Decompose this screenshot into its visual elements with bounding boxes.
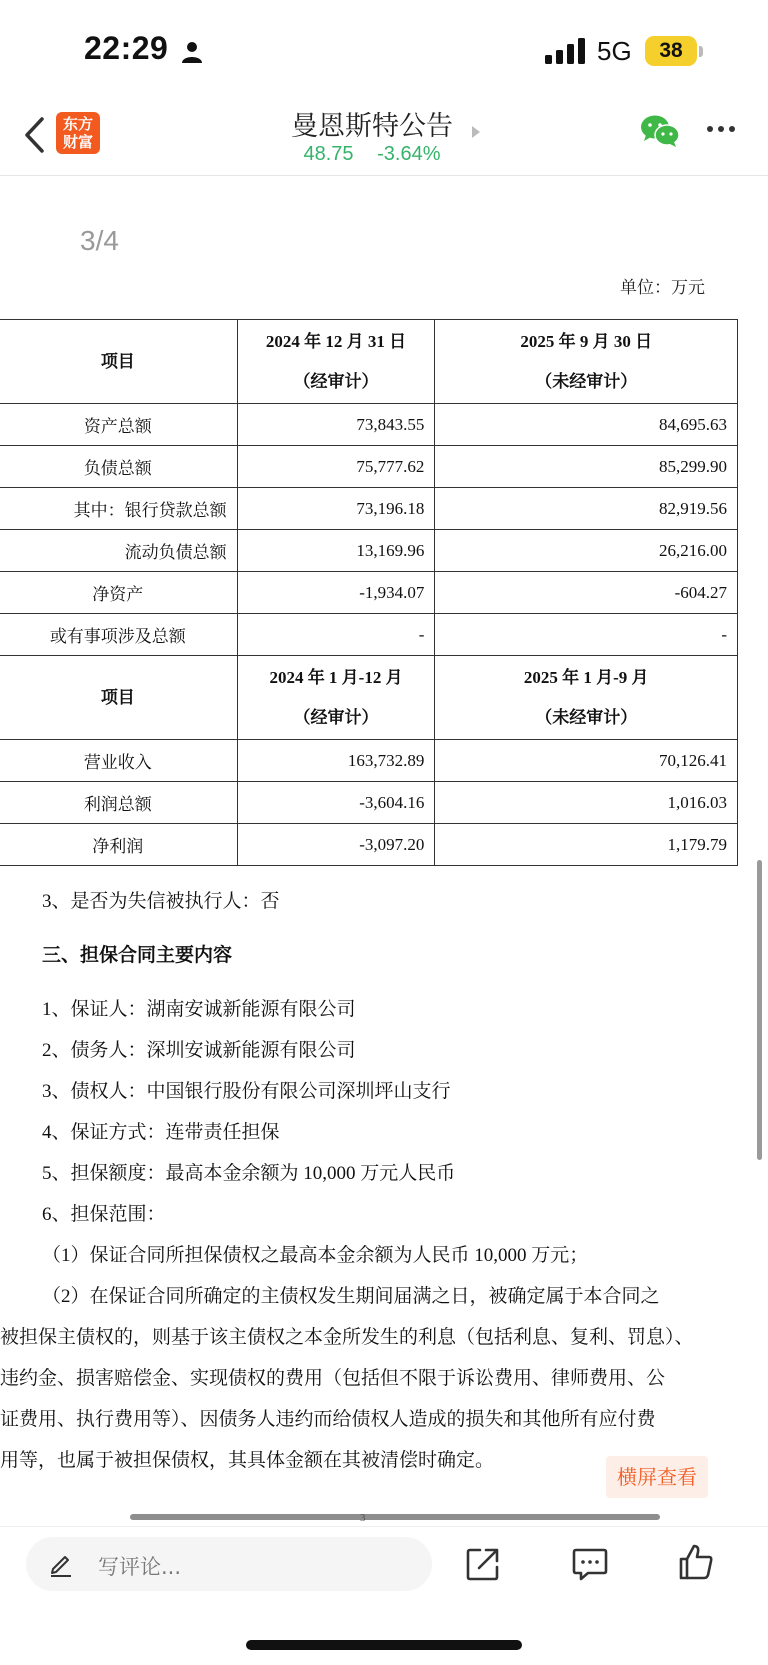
header-col2-line2: （未经审计） (535, 707, 638, 727)
table-row (0, 572, 738, 614)
row-label: 负债总额 (0, 446, 237, 488)
signal-icon (545, 38, 585, 64)
header-col1-line2: （经审计） (293, 707, 379, 727)
table-row (0, 824, 738, 866)
header-col1-line2: （经审计） (293, 371, 379, 391)
paragraph: 3、是否为失信被执行人：否 (42, 891, 280, 912)
status-time: 22:29 (84, 30, 169, 66)
row-value-2025: 84,695.63 (435, 404, 738, 446)
home-indicator (246, 1640, 522, 1650)
comment-input[interactable] (26, 1537, 432, 1591)
row-value-2025: 26,216.00 (435, 530, 738, 572)
status-bar (0, 0, 768, 100)
table-row (0, 404, 738, 446)
paragraph: 3、债权人：中国银行股份有限公司深圳坪山支行 (42, 1081, 451, 1102)
row-value-2025: 70,126.41 (435, 740, 738, 782)
caret-right-icon[interactable] (470, 124, 482, 140)
landscape-view-button[interactable]: 横屏查看 (606, 1456, 708, 1498)
table-row (0, 740, 738, 782)
row-value-2024: -1,934.07 (237, 572, 435, 614)
row-value-2025: 85,299.90 (435, 446, 738, 488)
row-value-2024: - (237, 614, 435, 656)
row-label: 净利润 (0, 824, 237, 866)
paragraph: 违约金、损害赔偿金、实现债权的费用（包括但不限于诉讼费用、律师费用、公 (0, 1368, 666, 1389)
row-label: 资产总额 (0, 404, 237, 446)
table-row (0, 488, 738, 530)
row-label: 净资产 (0, 572, 237, 614)
more-icon[interactable] (706, 124, 736, 134)
share-icon[interactable] (466, 1547, 500, 1581)
row-value-2025: -604.27 (435, 572, 738, 614)
paragraph: 证费用、执行费用等）、因债务人违约而给债权人造成的损失和其他所有应付费 (0, 1409, 656, 1430)
vertical-scrollbar[interactable] (757, 860, 762, 1160)
paragraph: 用等，也属于被担保债权，其具体金额在其被清偿时确定。 (0, 1450, 495, 1471)
page-title: 曼恩斯特公告 (291, 111, 453, 142)
stock-price: 48.75 (303, 143, 354, 165)
person-icon (180, 40, 204, 64)
paragraph: 被担保主债权的，则基于该主债权之本金所发生的利息（包括利息、复利、罚息）、 (0, 1327, 694, 1348)
header-col1-line1: 2024 年 12 月 31 日 (265, 331, 407, 351)
header-label: 项目 (0, 656, 237, 740)
table-header-row (0, 320, 738, 404)
thumbs-up-icon[interactable] (678, 1543, 714, 1581)
unit-label: 单位：万元 (620, 278, 705, 297)
message-icon[interactable] (572, 1547, 608, 1581)
header-col1 (237, 320, 435, 404)
page-indicator: 3/4 (80, 225, 119, 256)
row-value-2025: 1,179.79 (435, 824, 738, 866)
row-label: 营业收入 (0, 740, 237, 782)
battery-icon: 38 (645, 36, 697, 66)
row-value-2024: 163,732.89 (237, 740, 435, 782)
row-value-2024: -3,604.16 (237, 782, 435, 824)
paragraph: （2）在保证合同所确定的主债权发生期间届满之日，被确定属于本合同之 (42, 1286, 660, 1307)
table-row (0, 782, 738, 824)
row-label: 其中：银行贷款总额 (0, 488, 237, 530)
paragraph: 2、债务人：深圳安诚新能源有限公司 (42, 1040, 356, 1061)
financial-table (0, 319, 738, 866)
paragraph: 5、担保额度：最高本金余额为 10,000 万元人民币 (42, 1163, 456, 1184)
row-value-2024: -3,097.20 (237, 824, 435, 866)
row-label: 流动负债总额 (0, 530, 237, 572)
table-header-row (0, 656, 738, 740)
network-type: 5G (597, 36, 632, 66)
paragraph: 4、保证方式：连带责任担保 (42, 1122, 280, 1143)
table-row (0, 614, 738, 656)
row-label: 或有事项涉及总额 (0, 614, 237, 656)
logo-line2: 财富 (62, 133, 93, 151)
header-col2 (435, 656, 738, 740)
header-col2-line1: 2025 年 9 月 30 日 (520, 331, 653, 351)
row-value-2024: 73,843.55 (237, 404, 435, 446)
row-value-2024: 13,169.96 (237, 530, 435, 572)
row-label: 利润总额 (0, 782, 237, 824)
table-row (0, 446, 738, 488)
row-value-2025: 82,919.56 (435, 488, 738, 530)
header-label: 项目 (0, 320, 237, 404)
header-col2-line1: 2025 年 1 月-9 月 (523, 667, 649, 687)
section-heading: 三、担保合同主要内容 (42, 945, 233, 966)
header-col1 (237, 656, 435, 740)
row-value-2024: 73,196.18 (237, 488, 435, 530)
header-col2-line2: （未经审计） (535, 371, 638, 391)
comment-placeholder: 写评论... (98, 1555, 182, 1579)
header-col2 (435, 320, 738, 404)
paragraph: 1、保证人：湖南安诚新能源有限公司 (42, 999, 356, 1020)
paragraph: 6、担保范围： (42, 1204, 166, 1225)
row-value-2025: - (435, 614, 738, 656)
row-value-2024: 75,777.62 (237, 446, 435, 488)
row-value-2025: 1,016.03 (435, 782, 738, 824)
nav-header (0, 100, 768, 176)
logo-line1: 东方 (62, 115, 93, 133)
battery-cap (699, 46, 703, 57)
pen-icon (48, 1551, 74, 1577)
wechat-icon[interactable] (640, 114, 680, 148)
page-number: 3 (360, 1512, 366, 1524)
paragraph: （1）保证合同所担保债权之最高本金余额为人民币 10,000 万元； (42, 1245, 589, 1266)
stock-change: -3.64% (377, 143, 441, 165)
stock-quote (0, 143, 744, 166)
header-col1-line1: 2024 年 1 月-12 月 (269, 667, 403, 687)
table-row (0, 530, 738, 572)
horizontal-scrollbar[interactable] (130, 1514, 660, 1520)
